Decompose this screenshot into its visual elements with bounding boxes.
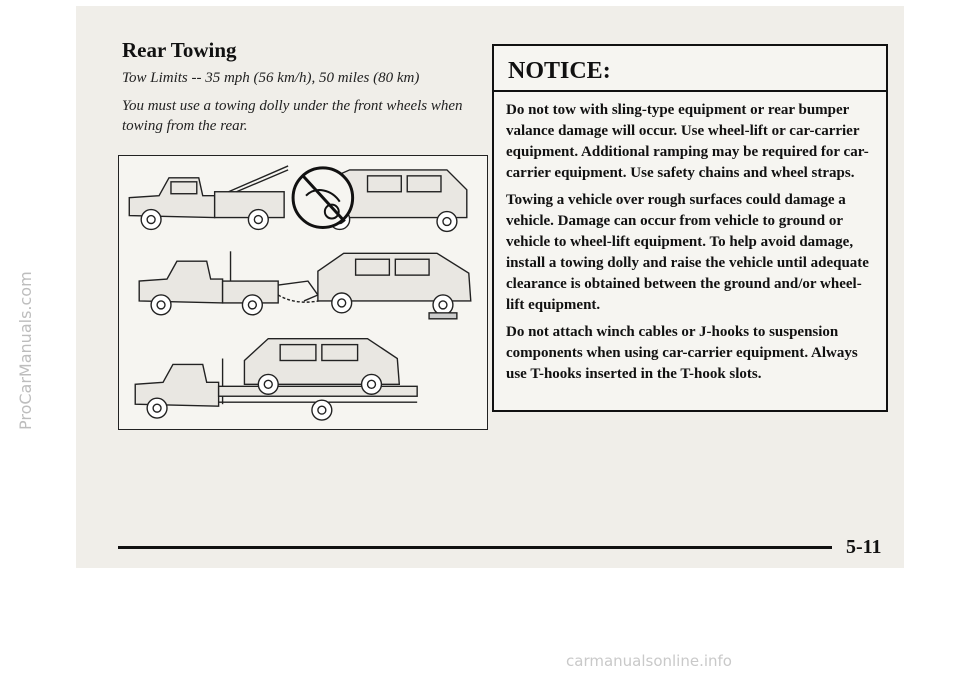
suv-drawing-2: [318, 253, 471, 319]
notice-box: [492, 44, 888, 412]
notice-body: [494, 92, 886, 385]
tow-limits: Tow Limits -- 35 mph (56 km/h), 50 miles (80 km): [122, 70, 420, 86]
notice-heading: NOTICE:: [494, 46, 886, 92]
side-watermark: [12, 120, 38, 440]
prohibited-icon: [293, 168, 353, 228]
rear-towing-illustration: [118, 155, 488, 430]
notice-paragraph: Towing a vehicle over rough surfaces could damage a vehicle. Damage can occur from vehicle to ground or vehicle to wheel-lift equipment. To help avoid damage, install a towing dolly and raise the vehicle until adequate clearance is obtained between the ground and/or wheel-lift equipment.: [506, 192, 869, 313]
sling-tow-truck-drawing: [129, 166, 288, 230]
side-watermark-text: ProCarManuals.com: [16, 271, 35, 430]
towing-instruction: You must use a towing dolly under the front wheels when towing from the rear.: [122, 98, 463, 134]
wheel-lift-truck-drawing: [139, 251, 328, 315]
bottom-watermark: carmanualsonline.info: [566, 652, 732, 670]
section-title: Rear Towing: [122, 38, 237, 62]
footer-rule: [118, 546, 832, 549]
notice-paragraph: Do not tow with sling-type equipment or rear bumper valance damage will occur. Use wheel-lift or car-carrier equipment. Additional ramping may be required for car-carrier equipment. Use safety chains and wheel straps.: [506, 102, 869, 181]
page-number: 5-11: [846, 536, 882, 558]
notice-paragraph: Do not attach winch cables or J-hooks to suspension components when using car-carrier equipment. Always use T-hooks inserted in the T-hook slots.: [506, 324, 858, 382]
